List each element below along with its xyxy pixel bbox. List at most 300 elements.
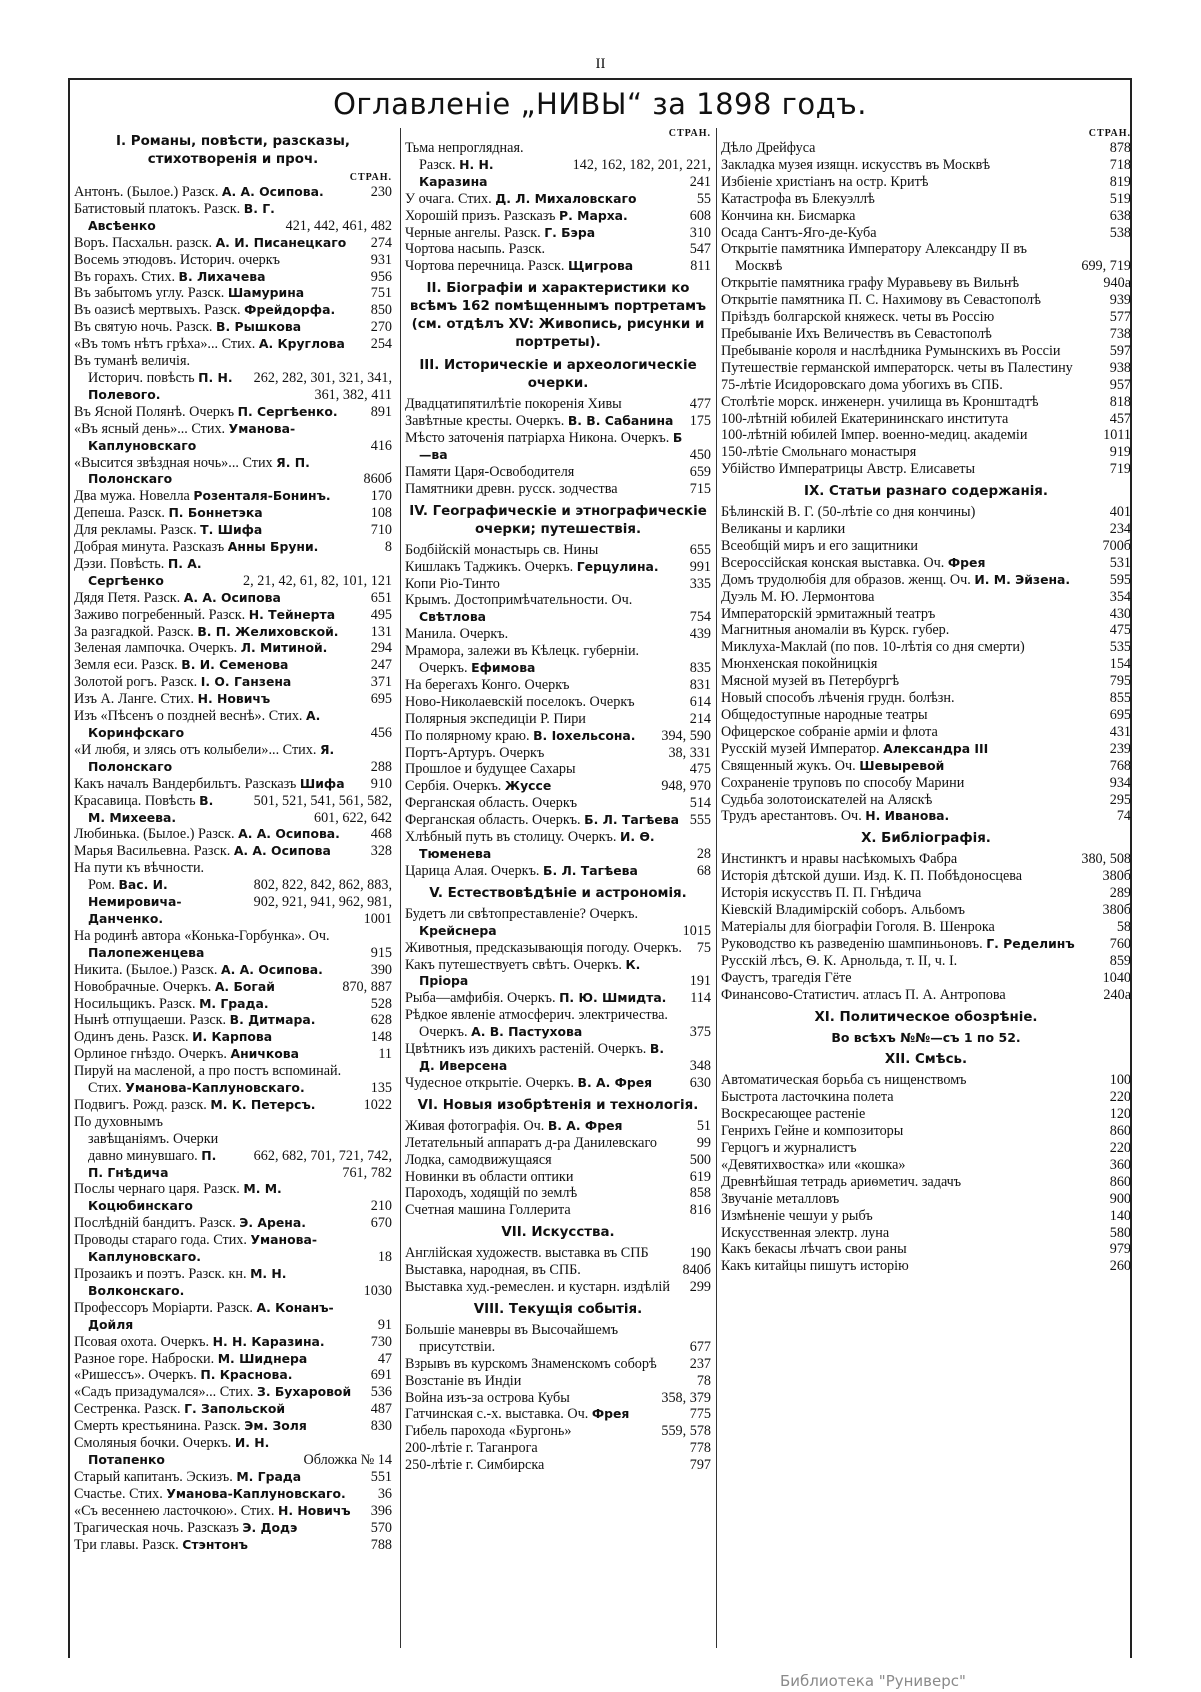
entry-page: 797 xyxy=(689,1457,711,1474)
entry-title: Проводы стараго года. Стих. xyxy=(74,1232,247,1249)
entry-title: Золотой рогъ. Разск. xyxy=(74,674,198,691)
entry-title-block xyxy=(405,542,684,559)
entry-title: Трудъ арестантовъ. Оч. xyxy=(721,808,862,825)
entry-title-block xyxy=(721,538,1097,555)
entry-title-block xyxy=(74,201,280,235)
entry-title-block xyxy=(74,1418,365,1435)
entry-title-block xyxy=(74,674,365,691)
entry-title-block xyxy=(721,394,1104,411)
entry-title-block xyxy=(405,576,684,593)
entry-title: Искусственная электр. луна xyxy=(721,1224,890,1241)
entry-page: 299 xyxy=(689,1279,711,1296)
entry-page: 691 xyxy=(370,1367,392,1384)
entry-title-block xyxy=(74,522,365,539)
entry-page: 260 xyxy=(1109,1258,1131,1275)
entry-author: Н. Новичъ xyxy=(197,691,271,707)
toc-entry xyxy=(74,843,392,860)
entry-title-block xyxy=(721,444,1104,461)
entry-page: 390 xyxy=(370,961,392,978)
entry-title: Дэзи. Повѣсть. xyxy=(74,555,165,572)
toc-entry xyxy=(405,191,711,208)
toc-entry xyxy=(721,1241,1131,1258)
entry-title: Черные ангелы. Разск. xyxy=(405,224,541,241)
entry-title: Сохраненіе труповъ по способу Марини xyxy=(721,774,965,791)
entry-page: 919 xyxy=(1109,444,1131,461)
entry-author: Ефимова xyxy=(471,660,536,676)
toc-entry xyxy=(405,1202,711,1219)
entry-title: Одинъ день. Разск. xyxy=(74,1029,189,1046)
toc-entry xyxy=(721,775,1131,792)
entry-title: «Девятихвостка» или «кошка» xyxy=(721,1156,906,1173)
toc-entry xyxy=(405,559,711,576)
entry-title: Взрывъ въ курскомъ Знаменскомъ соборѣ xyxy=(405,1355,657,1372)
entry-title: Столѣтіе морск. инженерн. училища въ Кронштадтѣ xyxy=(721,393,1039,410)
entry-title-block xyxy=(405,481,684,498)
entry-author: А. А. Осипова. xyxy=(238,826,340,842)
toc-entry xyxy=(721,1140,1131,1157)
entry-title-block xyxy=(74,1063,365,1097)
toc-entry xyxy=(405,576,711,593)
entry-author: Б. Л. Тагѣева xyxy=(584,812,679,828)
entry-page: 100 xyxy=(1109,1072,1131,1089)
entry-title-block xyxy=(721,275,1097,292)
entry-author: Уманова-Каплуновскаго xyxy=(88,420,296,453)
entry-title: Чортова перечница. Разск. xyxy=(405,258,565,275)
entry-author: А. А. Осипова xyxy=(233,843,331,859)
toc-entry xyxy=(405,1135,711,1152)
toc-entry xyxy=(74,1401,392,1418)
section-heading: I. Романы, повѣсти, разсказы, стихотворенія и проч. xyxy=(116,134,350,167)
entry-title-block xyxy=(405,464,684,481)
entry-author: И. Н. Потапенко xyxy=(88,1435,270,1467)
entry-title: Выставка, народная, въ СПБ. xyxy=(405,1262,581,1279)
entry-page: 858 xyxy=(689,1185,711,1202)
entry-page: 375 xyxy=(689,1024,711,1041)
toc-entry xyxy=(721,724,1131,741)
entry-title: 75-лѣтіе Исидоровскаго дома убогихъ въ СПБ. xyxy=(721,376,1003,393)
entry-page: 831 xyxy=(689,676,711,693)
entry-author: Герцулина. xyxy=(576,558,659,574)
toc-entry xyxy=(74,793,392,827)
entry-title: Нынѣ отпущаеши. Разск. xyxy=(74,1012,227,1029)
section-heading: X. Библіографія. xyxy=(861,831,991,847)
toc-entry xyxy=(74,235,392,252)
toc-entry xyxy=(721,555,1131,572)
entry-page: 55 xyxy=(696,190,711,207)
entry-title-block xyxy=(405,795,684,812)
entry-title: Земля еси. Разск. xyxy=(74,657,178,674)
entry-page: 580 xyxy=(1109,1224,1131,1241)
entry-title: 200-лѣтіе г. Таганрога xyxy=(405,1440,538,1457)
toc-entry xyxy=(721,690,1131,707)
toc-entry xyxy=(74,962,392,979)
entry-author: П. Боннетэка xyxy=(168,505,263,521)
entry-title-block xyxy=(721,589,1104,606)
entry-page: 577 xyxy=(1109,309,1131,326)
entry-page: 495 xyxy=(370,606,392,623)
entry-title-block xyxy=(405,643,684,677)
entry-title-block xyxy=(721,1208,1104,1225)
entry-page: 220 xyxy=(1109,1140,1131,1157)
entry-author: А. А. Осипова. xyxy=(221,184,324,199)
entry-title: Звучаніе металловъ xyxy=(721,1190,840,1207)
entry-page: 715 xyxy=(689,480,711,497)
entry-title: Прошлое и будущее Сахары xyxy=(405,761,576,778)
entry-page: 768 xyxy=(1109,757,1131,774)
entry-page: 630 xyxy=(689,1074,711,1091)
toc-entry xyxy=(74,1012,392,1029)
entry-title: По духовнымъ завѣщаніямъ. Очерки давно минувшаго. xyxy=(74,1113,219,1164)
toc-entry xyxy=(74,607,392,624)
entry-page: 802, 822, 842, 862, 883, 902, 921, 941, 962, 981, 1001 xyxy=(253,877,392,927)
entry-author: В. И. Семенова xyxy=(181,657,289,673)
entry-title-block xyxy=(74,1266,358,1300)
entry-author: В. Дитмара. xyxy=(229,1012,316,1028)
toc-entry xyxy=(74,539,392,556)
entry-author: І. О. Ганзена xyxy=(200,674,292,690)
toc-entry xyxy=(74,1266,392,1300)
entry-author: З. Бухаровой xyxy=(257,1384,352,1400)
toc-entry xyxy=(405,413,711,430)
toc-entry xyxy=(74,1418,392,1435)
entry-title-block xyxy=(405,990,684,1007)
toc-entry xyxy=(721,1106,1131,1123)
toc-entry xyxy=(405,906,711,940)
entry-title: Живая фотографія. Оч. xyxy=(405,1117,545,1134)
toc-entry xyxy=(74,201,392,235)
entry-author: В. М. Михеева. xyxy=(88,792,214,825)
toc-entry xyxy=(74,336,392,353)
toc-entry xyxy=(721,225,1131,242)
entry-title: Профессоръ Моріарти. Разск. xyxy=(74,1299,253,1316)
entry-author: В. Іохельсона. xyxy=(533,727,636,743)
entry-page: 860б xyxy=(363,471,392,488)
toc-entry xyxy=(405,481,711,498)
toc-entry xyxy=(74,302,392,319)
entry-author: И. М. Эйзена. xyxy=(974,571,1071,587)
entry-title-block xyxy=(74,708,365,742)
entry-author: А. Коринфскаго xyxy=(88,708,321,740)
entry-author: Анны Бруни. xyxy=(227,539,319,555)
entry-title-block xyxy=(74,1384,365,1401)
toc-entry xyxy=(721,936,1131,953)
entry-page: 254 xyxy=(370,336,392,353)
toc-entry xyxy=(721,241,1131,275)
entry-title: Счастье. Стих. xyxy=(74,1485,163,1502)
entry-title-block xyxy=(74,1232,372,1266)
entry-page: 700б xyxy=(1102,537,1131,554)
toc-entry xyxy=(74,1351,392,1368)
entry-author: Шевыревой xyxy=(859,757,945,773)
toc-entry xyxy=(721,208,1131,225)
entry-page: 900 xyxy=(1109,1190,1131,1207)
entry-author: Палопеженцева xyxy=(88,944,205,960)
entry-page: 915 xyxy=(370,944,392,961)
toc-entry xyxy=(74,353,392,404)
column-2 xyxy=(400,128,711,1648)
entry-page: 475 xyxy=(1109,622,1131,639)
entry-title-block xyxy=(405,1135,691,1152)
entry-page: 979 xyxy=(1109,1241,1131,1258)
entry-title: Новобрачные. Очеркъ. xyxy=(74,978,212,995)
entry-page: 135 xyxy=(370,1080,392,1097)
entry-author: Фрея xyxy=(591,1406,630,1422)
entry-title: Гибель парохода «Бургонь» xyxy=(405,1423,572,1440)
entry-title: Всеобщій миръ и его защитники xyxy=(721,537,918,554)
toc-entry xyxy=(405,208,711,225)
toc-entry xyxy=(721,606,1131,623)
entry-page: 754 xyxy=(689,609,711,626)
entry-author: Фрея xyxy=(947,554,986,570)
entry-title: Разное горе. Наброски. xyxy=(74,1350,215,1367)
entry-title: Открытіе памятника П. С. Нахимову въ Севастополѣ xyxy=(721,292,1041,309)
toc-entry xyxy=(74,624,392,641)
toc-entry xyxy=(405,957,711,991)
entry-title: Никита. (Былое.) Разск. xyxy=(74,961,218,978)
entry-author: Эм. Золя xyxy=(244,1418,307,1434)
entry-title-block xyxy=(74,1181,365,1215)
entry-page: 78 xyxy=(696,1372,711,1389)
entry-page: 957 xyxy=(1109,376,1131,393)
entry-title-block xyxy=(721,157,1104,174)
entry-title-block xyxy=(74,742,365,776)
entry-title-block xyxy=(721,309,1104,326)
entry-page: 262, 282, 301, 321, 341, 361, 382, 411 xyxy=(253,369,392,403)
toc-entry xyxy=(721,851,1131,868)
entry-title: Дуэль М. Ю. Лермонтова xyxy=(721,588,875,605)
entry-page: 718 xyxy=(1109,156,1131,173)
entry-title-block xyxy=(74,421,365,455)
entry-author: Я. Полонскаго xyxy=(88,741,335,774)
entry-title-block xyxy=(74,1097,358,1114)
entry-title-block xyxy=(721,377,1104,394)
entry-title: Въ горахъ. Стих. xyxy=(74,268,175,285)
entry-title-block xyxy=(405,1406,684,1423)
entry-title-block xyxy=(721,1241,1104,1258)
entry-title: Рѣдкое явленіе атмосферич. электричества. Очеркъ. xyxy=(405,1007,668,1041)
entry-page: 191 xyxy=(689,973,711,990)
entry-author: В. Д. Иверсена xyxy=(419,1041,665,1073)
toc-entry xyxy=(405,1118,711,1135)
toc-entry xyxy=(74,1334,392,1351)
entry-page: 948, 970 xyxy=(661,778,711,795)
entry-title-block xyxy=(721,1225,1104,1242)
toc-entry xyxy=(74,1046,392,1063)
entry-title: Завѣтные кресты. Очеркъ. xyxy=(405,413,565,430)
entry-title: Зеленая лампочка. Очеркъ. xyxy=(74,640,238,657)
entry-author: В. А. Фрея xyxy=(547,1117,623,1133)
toc-entry xyxy=(721,673,1131,690)
entry-title-block xyxy=(405,1169,684,1186)
toc-entry xyxy=(721,622,1131,639)
entry-title: «И любя, и злясь отъ колыбели»... Стих. xyxy=(74,741,317,758)
entry-title-block xyxy=(721,775,1104,792)
entry-page: 335 xyxy=(689,575,711,592)
entry-title-block xyxy=(74,826,365,843)
entry-author: Г. Запольской xyxy=(184,1401,286,1417)
entry-title: Бѣлинскій В. Г. (50-лѣтіе со дня кончины) xyxy=(721,504,976,521)
entry-page: 738 xyxy=(1109,325,1131,342)
page-column-header: СТРАН. xyxy=(349,172,392,183)
entry-title-block xyxy=(74,1012,365,1029)
entry-author: Н. Н. Каразина. xyxy=(212,1333,325,1349)
entry-page: 421, 442, 461, 482 xyxy=(285,217,392,234)
entry-page: 270 xyxy=(370,319,392,336)
entry-page: 840б xyxy=(682,1262,711,1279)
entry-page: 396 xyxy=(370,1502,392,1519)
entry-title-block xyxy=(405,863,691,880)
entry-title-block xyxy=(721,241,1075,275)
entry-author: Л. Митиной. xyxy=(240,640,328,656)
entry-title-block xyxy=(74,624,365,641)
toc-entry xyxy=(74,522,392,539)
entry-page: 528 xyxy=(370,995,392,1012)
entry-page: 501, 521, 541, 561, 582, 601, 622, 642 xyxy=(253,792,392,826)
entry-title-block xyxy=(721,411,1104,428)
section-heading: XII. Смѣсь. xyxy=(884,1052,968,1068)
entry-title: Царица Алая. Очеркъ. xyxy=(405,862,540,879)
entry-page: 220 xyxy=(1109,1089,1131,1106)
entry-title: Кишлакъ Таджикъ. Очеркъ. xyxy=(405,558,574,575)
toc-entry xyxy=(74,1232,392,1266)
entry-page: 289 xyxy=(1109,885,1131,902)
entry-page: 380, 508 xyxy=(1081,851,1131,868)
entry-author: Аничкова xyxy=(230,1046,299,1062)
toc-entry xyxy=(721,1258,1131,1275)
entry-title: Древнѣйшая тетрадь ариѳметич. задачъ xyxy=(721,1173,962,1190)
entry-title-block xyxy=(721,292,1104,309)
toc-entry xyxy=(405,643,711,677)
toc-entry xyxy=(74,1097,392,1114)
entry-author: В. А. Фрея xyxy=(577,1074,653,1090)
toc-entry xyxy=(74,1367,392,1384)
entry-title: Пріѣздъ болгарской княжеск. четы въ Россію xyxy=(721,309,995,326)
entry-page: 274 xyxy=(370,234,392,251)
entry-page: 695 xyxy=(1109,707,1131,723)
entry-title: Животныя, предсказывающія погоду. Очеркъ. xyxy=(405,939,682,956)
entry-title: Осада Сантъ-Яго-де-Куба xyxy=(721,224,877,241)
entry-title: Выставка худ.-ремеслен. и кустарн. издѣлій xyxy=(405,1279,670,1296)
entry-title: По полярному краю. xyxy=(405,727,530,744)
entry-title-block xyxy=(405,626,684,643)
entry-page: 430 xyxy=(1109,605,1131,622)
entry-author: Н. Новичъ xyxy=(277,1502,351,1518)
toc-entry xyxy=(721,741,1131,758)
toc-entry xyxy=(721,461,1131,478)
entry-author: И. Карпова xyxy=(192,1029,273,1045)
entry-title: Инстинктъ и нравы насѣкомыхъ Фабра xyxy=(721,851,958,868)
toc-entry xyxy=(405,241,711,258)
entry-title-block xyxy=(74,776,365,793)
entry-title: Мѣсто заточенія патріарха Никона. Очеркъ. xyxy=(405,430,670,447)
entry-page: 500 xyxy=(689,1151,711,1168)
entry-page: 795 xyxy=(1109,673,1131,690)
entry-title-block xyxy=(405,225,684,242)
toc-entry xyxy=(721,792,1131,809)
entry-title: Гатчинская с.-х. выставка. Оч. xyxy=(405,1406,589,1423)
toc-entry xyxy=(721,902,1131,919)
entry-title: «Съ весеннею ласточкою». Стих. xyxy=(74,1502,275,1519)
entry-page: 358, 379 xyxy=(661,1389,711,1406)
toc-entry xyxy=(405,761,711,778)
entry-page: 18 xyxy=(377,1249,392,1266)
entry-title: Сербія. Очеркъ. xyxy=(405,778,502,795)
entry-page: 547 xyxy=(689,241,711,258)
toc-entry xyxy=(405,430,711,464)
entry-title-block xyxy=(405,829,691,863)
entry-title: «Высится звѣздная ночь»... Стих xyxy=(74,454,273,471)
entry-page: 75 xyxy=(696,939,711,956)
entry-page: 778 xyxy=(689,1440,711,1457)
entry-title-block xyxy=(721,343,1104,360)
entry-title-block xyxy=(721,1140,1104,1157)
entry-title: Три главы. Разск. xyxy=(74,1536,179,1553)
entry-page: 559, 578 xyxy=(661,1423,711,1440)
entry-page: 140 xyxy=(1109,1207,1131,1224)
entry-title-block xyxy=(74,843,365,860)
entry-title-block xyxy=(721,140,1104,157)
entry-page: 175 xyxy=(689,413,711,430)
entry-title: «Садъ призадумался»... Стих. xyxy=(74,1384,254,1401)
toc-entry xyxy=(405,1406,711,1423)
entry-title-block xyxy=(74,1215,365,1232)
entry-page: 555 xyxy=(689,812,711,829)
entry-author: К. Пріора xyxy=(419,956,641,989)
entry-title: Трагическая ночь. Разсказъ xyxy=(74,1519,239,1536)
entry-title-block xyxy=(405,1152,684,1169)
toc-entry xyxy=(74,1503,392,1520)
toc-entry xyxy=(721,538,1131,555)
entry-title-block xyxy=(74,962,365,979)
toc-entry xyxy=(721,394,1131,411)
entry-title-block xyxy=(405,208,684,225)
entry-title-block xyxy=(74,336,365,353)
entry-title-block xyxy=(721,1258,1104,1275)
entry-title: Какъ началъ Вандербильтъ. Разсказъ xyxy=(74,775,297,792)
entry-title-block xyxy=(405,258,684,275)
entry-page: 230 xyxy=(370,184,392,200)
entry-page: 878 xyxy=(1109,140,1131,156)
entry-page: 860 xyxy=(1109,1173,1131,1190)
entry-title: Копи Ріо-Тинто xyxy=(405,575,500,592)
entry-title: Магнитныя аномаліи въ Курск. губер. xyxy=(721,622,950,639)
entry-author: М. М. Коцюбинскаго xyxy=(88,1181,282,1214)
toc-entry xyxy=(405,677,711,694)
toc-entry xyxy=(405,1152,711,1169)
entry-title: Русскій лѣсъ, Ѳ. К. Арнольда, т. II, ч. I. xyxy=(721,952,958,969)
toc-entry xyxy=(405,728,711,745)
entry-author: А. А. Осипова. xyxy=(221,961,323,977)
entry-title: Автоматическая борьба съ нищенствомъ xyxy=(721,1072,967,1089)
toc-entry xyxy=(721,275,1131,292)
entry-page: 536 xyxy=(370,1384,392,1401)
entry-author: Уманова-Каплуновскаго. xyxy=(125,1080,305,1096)
entry-page: 850 xyxy=(370,302,392,319)
toc-entry xyxy=(721,174,1131,191)
entry-title: Цвѣтникъ изъ дикихъ растеній. Очеркъ. xyxy=(405,1041,647,1058)
entry-title: Пребываніе короля и наслѣдника Румынскихъ въ Россіи xyxy=(721,342,1061,359)
toc-entry xyxy=(721,343,1131,360)
entry-title: Убійство Императрицы Австр. Елисаветы xyxy=(721,461,975,478)
entry-title: Полярныя экспедиціи Р. Пири xyxy=(405,710,586,727)
entry-title-block xyxy=(405,694,684,711)
entry-title-block xyxy=(74,252,365,269)
section-heading: IX. Статьи разнаго содержанія. xyxy=(803,484,1048,500)
entry-author: П. Ю. Шмидта. xyxy=(559,990,667,1006)
entry-author: Уманова-Каплуновскаго. xyxy=(166,1485,346,1501)
toc-entry xyxy=(721,1208,1131,1225)
entry-title: Закладка музея изящн. искусствъ въ Москвѣ xyxy=(721,156,991,173)
